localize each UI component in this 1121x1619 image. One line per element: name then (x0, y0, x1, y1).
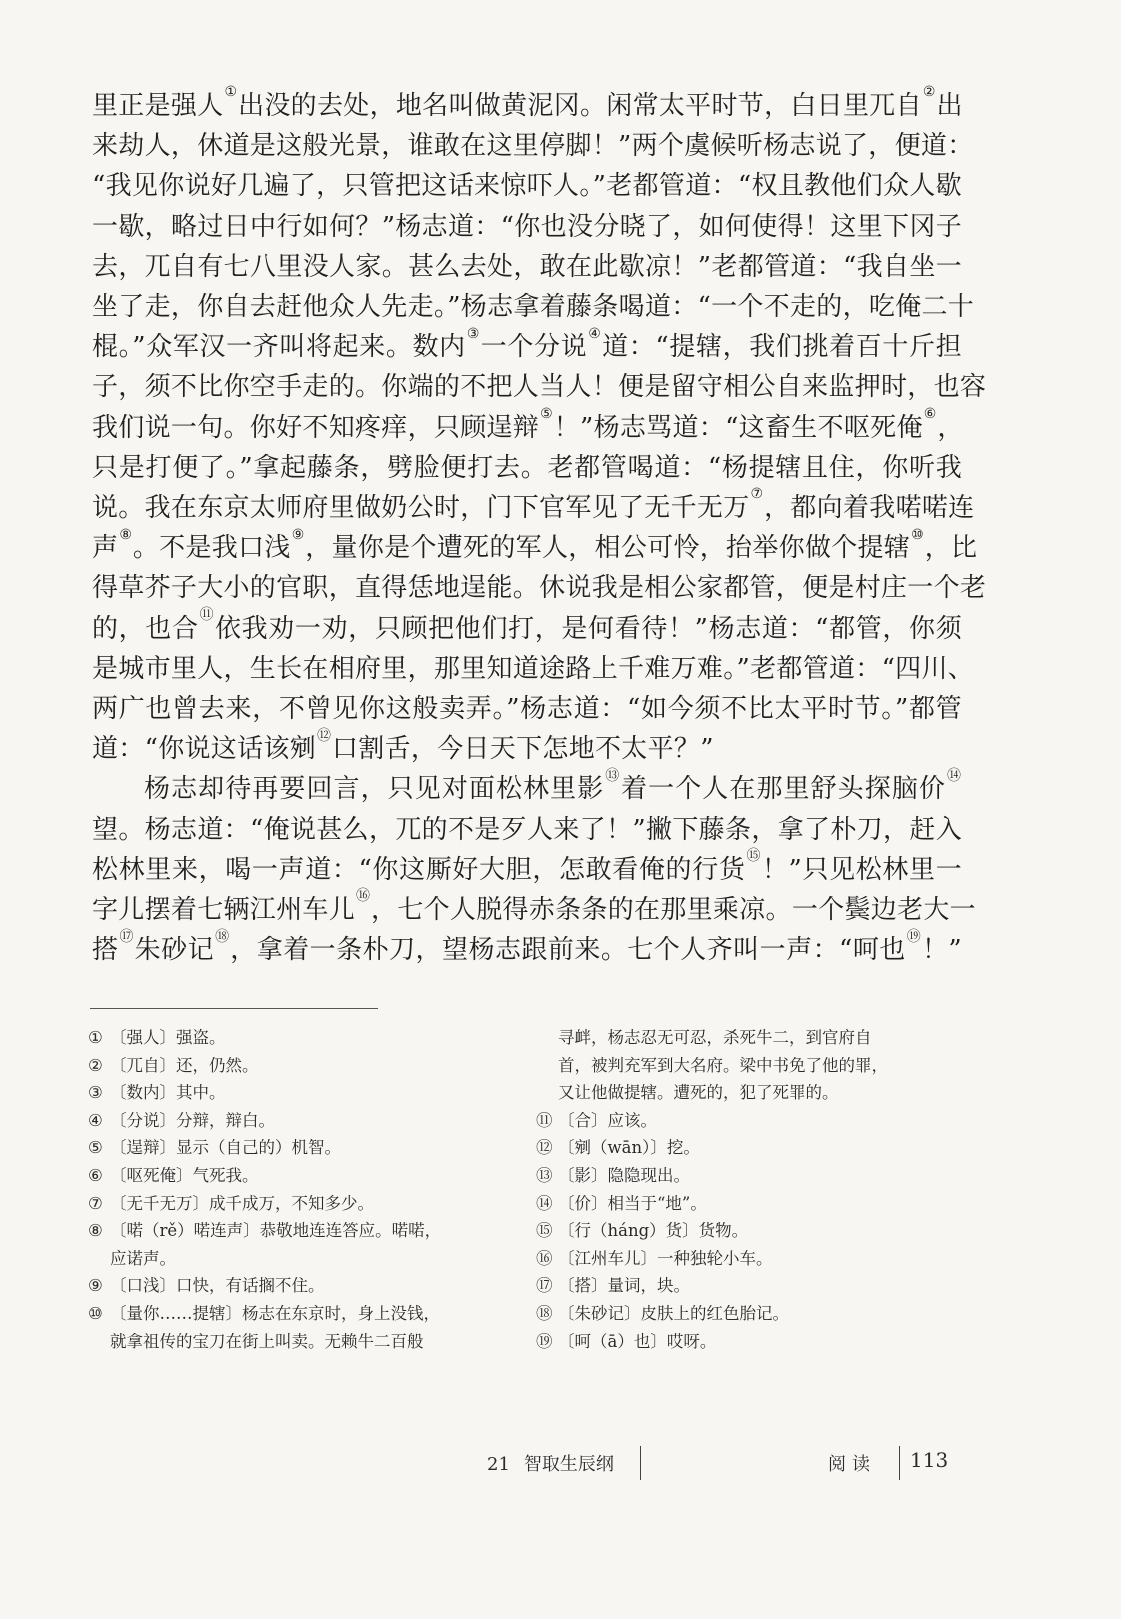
footnote-marker: ⑬ (605, 767, 621, 784)
text-segment: 坐了走，你自去赶他众人先走。”杨志拿着藤条喝道：“一个不走的，吃俺二十 (92, 292, 975, 323)
footnote-item (88, 1162, 508, 1190)
footnote-number: ⑭ (536, 1193, 553, 1213)
text-segment: ，拿着一条朴刀，望杨志跟前来。七个人齐叫一声：“呵也 (230, 935, 906, 966)
footnote-item (536, 1217, 966, 1245)
footnote-item (536, 1245, 966, 1273)
text-segment: 的，也合 (92, 613, 199, 644)
footnote-item (88, 1300, 508, 1328)
footnote-text: 〔呵（ā）也〕哎呀。 (558, 1331, 717, 1351)
footnote-marker: ⑭ (947, 767, 961, 784)
text-segment: 说。我在东京太师府里做奶公时，门下官军见了无千无万 (92, 493, 750, 524)
footnote-number: ② (88, 1055, 103, 1075)
text-segment: 我们说一句。你好不知疼痒，只顾逞辩 (92, 412, 540, 443)
footnote-marker: ⑰ (119, 928, 134, 945)
footnote-item (536, 1107, 966, 1135)
text-segment: 一个分说 (480, 332, 588, 363)
footnote-text: 又让他做提辖。遭死的，犯了死罪的。 (558, 1083, 839, 1103)
text-segment: 字儿摆着七辆江州车儿 (92, 895, 356, 926)
text-line (92, 689, 962, 729)
footnote-number: ⑲ (536, 1331, 553, 1351)
text-line (92, 729, 962, 769)
footnote-marker: ⑨ (291, 526, 305, 543)
footnote-marker: ⑤ (540, 405, 553, 422)
text-line (92, 207, 962, 247)
text-line (92, 810, 962, 850)
footnote-text: 〔行（háng）货〕货物。 (558, 1221, 749, 1241)
text-segment: 出没的去处，地名叫做黄泥冈。闲常太平时节，白日里兀自 (238, 91, 922, 121)
footnote-number: ⑥ (88, 1165, 103, 1185)
footnote-text: 〔量你……提辖〕杨志在东京时，身上没钱， (110, 1303, 440, 1323)
footnote-item (88, 1245, 508, 1273)
text-segment: 声 (92, 533, 119, 564)
footnote-number: ⑪ (536, 1110, 553, 1130)
footnote-item (88, 1272, 508, 1300)
footnote-item (536, 1272, 966, 1300)
text-segment: ！” (921, 935, 962, 966)
footnote-text: 〔数内〕其中。 (110, 1083, 226, 1103)
text-segment: 棍。”众军汉一齐叫将起来。数内 (92, 332, 466, 363)
text-segment: 去，兀自有七八里没人家。甚么去处，敢在此歇凉！”老都管道：“我自坐一 (92, 251, 962, 282)
footnote-text: 〔强人〕强盗。 (110, 1028, 226, 1047)
footnote-text: 〔兀自〕还，仍然。 (110, 1055, 259, 1075)
footnote-marker: ② (922, 84, 936, 101)
footnote-marker: ③ (466, 325, 480, 342)
footnote-text: 〔影〕隐隐现出。 (558, 1165, 690, 1185)
text-segment: ，量你是个遭死的军人，相公可怜，抬举你做个提辖 (305, 533, 911, 564)
footnote-number: ⑩ (88, 1303, 103, 1323)
footnote-text: 〔口浅〕口快，有话搁不住。 (110, 1276, 325, 1296)
footnote-number: ⑨ (88, 1276, 103, 1296)
text-segment: 松林里来，喝一声道：“你这厮好大胆，怎敢看俺的行货 (92, 854, 746, 885)
text-segment: ， (937, 412, 964, 443)
text-line (92, 568, 987, 608)
text-line (92, 367, 987, 407)
footnote-text: 〔搭〕量词，块。 (558, 1276, 690, 1296)
text-segment: 着一个人在那里舒头探脑价 (621, 774, 946, 805)
page-footer (0, 1446, 1121, 1486)
footnote-number: ⑫ (536, 1138, 553, 1158)
section-label: 阅读 (828, 1454, 876, 1475)
text-line (92, 327, 962, 367)
footnotes-right-column (536, 1024, 966, 1355)
footnote-marker: ⑱ (215, 928, 230, 945)
text-line (92, 486, 975, 528)
footnote-item (536, 1134, 966, 1162)
text-segment: 子，须不比你空手走的。你端的不把人当人！便是留守相公自来监押时，也容 (92, 372, 987, 403)
text-segment: 出 (936, 91, 963, 121)
footnote-item (536, 1024, 966, 1052)
text-segment: 道：“提辖，我们挑着百十斤担 (602, 332, 962, 363)
footnote-marker: ⑯ (356, 888, 371, 905)
footnote-text: 〔江州车儿〕一种独轮小车。 (558, 1248, 773, 1268)
footnote-item (88, 1107, 508, 1135)
text-segment: 道：“你说这话该剜 (92, 734, 316, 765)
text-line (92, 86, 962, 126)
footnote-text: 〔朱砂记〕皮肤上的红色胎记。 (558, 1303, 789, 1323)
footnote-marker: ⑲ (906, 928, 921, 945)
footnote-item (536, 1300, 966, 1328)
lesson-number: 21 (487, 1454, 510, 1475)
footer-separator (899, 1446, 900, 1480)
footnote-marker: ① (224, 84, 238, 101)
text-segment: ！”杨志骂道：“这畜生不呕死俺 (553, 412, 923, 443)
footnote-text: 〔喏（rě）喏连声〕恭敬地连连答应。喏喏， (110, 1221, 442, 1241)
footnote-text: 就拿祖传的宝刀在街上叫卖。无赖牛二百般 (110, 1331, 424, 1351)
footnote-number: ⑮ (536, 1221, 553, 1241)
text-line (92, 888, 976, 930)
footnote-item (88, 1052, 508, 1080)
text-line (92, 247, 962, 287)
footnote-text: 〔分说〕分辩，辩白。 (110, 1110, 275, 1130)
footnote-number: ⑯ (536, 1248, 553, 1268)
footnote-text: 寻衅，杨志忍无可忍，杀死牛二，到官府自 (558, 1028, 872, 1047)
text-segment: 。不是我口浅 (132, 533, 291, 564)
footnote-number: ① (88, 1028, 103, 1047)
footnote-item (88, 1328, 508, 1356)
text-segment: 望。杨志道：“俺说甚么，兀的不是歹人来了！”撇下藤条，拿了朴刀，赶入 (92, 814, 962, 845)
text-segment: 一歇，略过日中行如何？”杨志道：“你也没分晓了，如何使得！这里下冈子 (92, 211, 962, 242)
footnote-text: 应诺声。 (110, 1248, 176, 1268)
footnote-item (88, 1134, 508, 1162)
text-line (92, 405, 964, 448)
footnote-number: ③ (88, 1083, 103, 1103)
footnote-item (88, 1190, 508, 1218)
footnote-number: ④ (88, 1110, 103, 1130)
text-line (92, 649, 975, 689)
footnote-marker: ⑦ (750, 486, 764, 503)
text-line (92, 606, 963, 649)
text-line (92, 769, 962, 809)
text-segment: 依我劝一劝，只顾把他们打，是何看待！”杨志道：“都管，你须 (214, 613, 963, 644)
footnote-text: 〔无千无万〕成千成万，不知多少。 (110, 1193, 374, 1213)
footnote-marker: ⑩ (911, 526, 924, 543)
text-line (92, 166, 962, 206)
text-segment: ，比 (924, 533, 978, 564)
text-segment: 来劫人，休道是这般光景，谁敢在这里停脚！”两个虞候听杨志说了，便道： (92, 131, 974, 162)
footnote-text: 首，被判充军到大名府。梁中书免了他的罪， (558, 1055, 888, 1075)
footnote-number: ⑧ (88, 1221, 103, 1241)
footnote-number: ⑬ (536, 1165, 553, 1185)
footnote-item (88, 1079, 508, 1107)
main-text (92, 84, 987, 970)
text-line (92, 930, 962, 970)
text-line (92, 126, 974, 166)
page-number: 113 (910, 1448, 949, 1472)
footnote-text: 〔剜（wān）〕挖。 (558, 1138, 700, 1158)
footnotes-left-column (88, 1024, 508, 1355)
text-segment: 得草芥子大小的官职，直得恁地逞能。休说我是相公家都管，便是村庄一个老 (92, 573, 987, 604)
footer-separator (640, 1446, 641, 1480)
footnote-divider (90, 1008, 378, 1009)
footnote-item (88, 1217, 508, 1245)
text-segment: 只是打便了。”拿起藤条，劈脸便打去。老都管喝道：“杨提辖且住，你听我 (92, 452, 962, 483)
footnote-item (536, 1328, 966, 1356)
footnote-item (88, 1024, 508, 1052)
footnote-item (536, 1079, 966, 1107)
lesson-label (487, 1450, 614, 1476)
footnote-text: 〔逞辩〕显示（自己的）机智。 (110, 1138, 341, 1158)
text-segment: 搭 (92, 935, 119, 966)
text-segment: “我见你说好几遍了，只管把这话来惊吓人。”老都管道：“权且教他们众人歇 (92, 171, 962, 202)
footnote-marker: ⑪ (199, 606, 214, 623)
footnote-text: 〔呕死俺〕气死我。 (110, 1165, 259, 1185)
footnote-number: ⑦ (88, 1193, 103, 1213)
text-line (92, 287, 975, 327)
text-line (92, 526, 978, 568)
text-line (92, 850, 962, 890)
footnote-marker: ⑮ (746, 848, 761, 865)
text-segment: ，七个人脱得赤条条的在那里乘凉。一个鬓边老大一 (371, 895, 976, 926)
footnote-marker: ⑫ (317, 727, 331, 744)
text-line (92, 448, 962, 488)
footnote-number: ⑰ (536, 1276, 553, 1296)
text-segment: ，都向着我喏喏连 (764, 493, 975, 524)
footnote-text: 〔价〕相当于“地”。 (558, 1193, 707, 1213)
footnote-marker: ⑧ (119, 526, 132, 543)
footnote-item (536, 1052, 966, 1080)
text-segment: 朱砂记 (134, 935, 215, 966)
footnote-number: ⑱ (536, 1303, 553, 1323)
text-segment: 两广也曾去来，不曾见你这般卖弄。”杨志道：“如今须不比太平时节。”都管 (92, 694, 962, 725)
footnote-marker: ④ (588, 325, 602, 342)
footnote-item (536, 1162, 966, 1190)
footnote-item (536, 1190, 966, 1218)
footnote-text: 〔合〕应该。 (558, 1110, 657, 1130)
text-segment: 口割舌，今日天下怎地不太平？” (332, 734, 714, 765)
footnote-number: ⑤ (88, 1138, 103, 1158)
lesson-title: 智取生辰纲 (523, 1454, 614, 1475)
text-segment: 杨志却待再要回言，只见对面松林里影 (144, 774, 605, 805)
text-segment: 是城市里人，生长在相府里，那里知道途路上千难万难。”老都管道：“四川、 (92, 653, 975, 684)
text-segment: ！”只见松林里一 (761, 854, 963, 885)
footnote-marker: ⑥ (923, 405, 937, 422)
text-segment: 里正是强人 (92, 91, 224, 121)
